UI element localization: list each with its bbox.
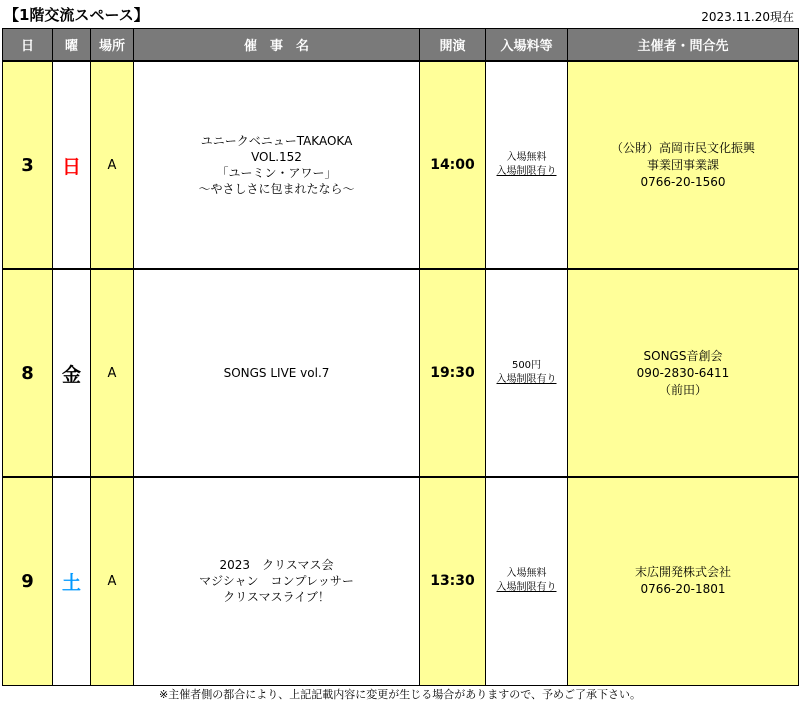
venue-cell: A bbox=[91, 477, 134, 685]
fee-text: 入場無料 bbox=[506, 152, 547, 163]
entry-limit-text: 入場制限有り bbox=[496, 166, 557, 177]
organizer-line: 0766-20-1560 bbox=[640, 174, 726, 189]
fee-text: 入場無料 bbox=[506, 568, 547, 580]
venue-cell: A bbox=[91, 61, 134, 269]
organizer-cell bbox=[568, 269, 799, 477]
header-weekday: 曜 bbox=[53, 29, 91, 62]
event-name-line: マジシャン コンプレッサー bbox=[199, 574, 354, 589]
event-name-cell bbox=[134, 269, 420, 477]
start-time-cell: 19:30 bbox=[420, 269, 486, 477]
entry-limit-text: 入場制限有り bbox=[496, 374, 557, 385]
organizer-line: SONGS音創会 bbox=[643, 348, 723, 363]
header-start: 開演 bbox=[420, 29, 486, 62]
table-row bbox=[3, 477, 799, 685]
event-name-line: ユニークベニューTAKAOKA bbox=[200, 134, 353, 148]
header-fee: 入場料等 bbox=[486, 29, 568, 62]
fee-text: 500円 bbox=[511, 360, 542, 371]
event-name-line: SONGS LIVE vol.7 bbox=[223, 366, 330, 380]
fee-cell bbox=[486, 61, 568, 269]
table-row bbox=[3, 269, 799, 477]
day-cell: 9 bbox=[3, 477, 53, 685]
organizer-line: 0766-20-1801 bbox=[640, 582, 726, 597]
venue-cell: A bbox=[91, 269, 134, 477]
event-name-cell bbox=[134, 477, 420, 685]
event-schedule-table bbox=[2, 28, 799, 686]
day-cell: 8 bbox=[3, 269, 53, 477]
header-day: 日 bbox=[3, 29, 53, 62]
organizer-line: 末広開発株式会社 bbox=[634, 565, 731, 580]
fee-cell bbox=[486, 269, 568, 477]
header-row bbox=[3, 29, 799, 62]
organizer-cell bbox=[568, 477, 799, 685]
event-name-line: 「ユーミン・アワー」 bbox=[216, 166, 337, 180]
event-name-line: クリスマスライブ！ bbox=[223, 590, 330, 605]
organizer-line: （公財）高岡市民文化振興 bbox=[610, 140, 755, 155]
organizer-line: 090-2830-6411 bbox=[636, 365, 730, 380]
event-name-line: VOL.152 bbox=[251, 150, 302, 164]
weekday-cell: 土 bbox=[53, 477, 91, 685]
fee-cell bbox=[486, 477, 568, 685]
event-name-line: 2023 クリスマス会 bbox=[219, 558, 334, 573]
organizer-line: 事業団事業課 bbox=[646, 157, 719, 172]
organizer-cell bbox=[568, 61, 799, 269]
organizer-line: （前田） bbox=[658, 382, 707, 397]
weekday-cell: 日 bbox=[53, 61, 91, 269]
start-time-cell: 13:30 bbox=[420, 477, 486, 685]
entry-limit-text: 入場制限有り bbox=[496, 582, 557, 594]
as-of-date: 2023.11.20現在 bbox=[701, 10, 794, 24]
page-title: 【1階交流スペース】 bbox=[4, 6, 149, 24]
footnote: ※主催者側の都合により、上記記載内容に変更が生じる場合がありますので、予めご了承下さい。 bbox=[159, 688, 641, 701]
event-name-cell bbox=[134, 61, 420, 269]
header-venue: 場所 bbox=[91, 29, 134, 62]
event-name-line: ～やさしさに包まれたなら～ bbox=[198, 182, 355, 196]
header-organizer: 主催者・問合先 bbox=[568, 29, 799, 62]
day-cell: 3 bbox=[3, 61, 53, 269]
start-time-cell: 14:00 bbox=[420, 61, 486, 269]
weekday-cell: 金 bbox=[53, 269, 91, 477]
header-event: 催 事 名 bbox=[134, 29, 420, 62]
table-row bbox=[3, 61, 799, 269]
